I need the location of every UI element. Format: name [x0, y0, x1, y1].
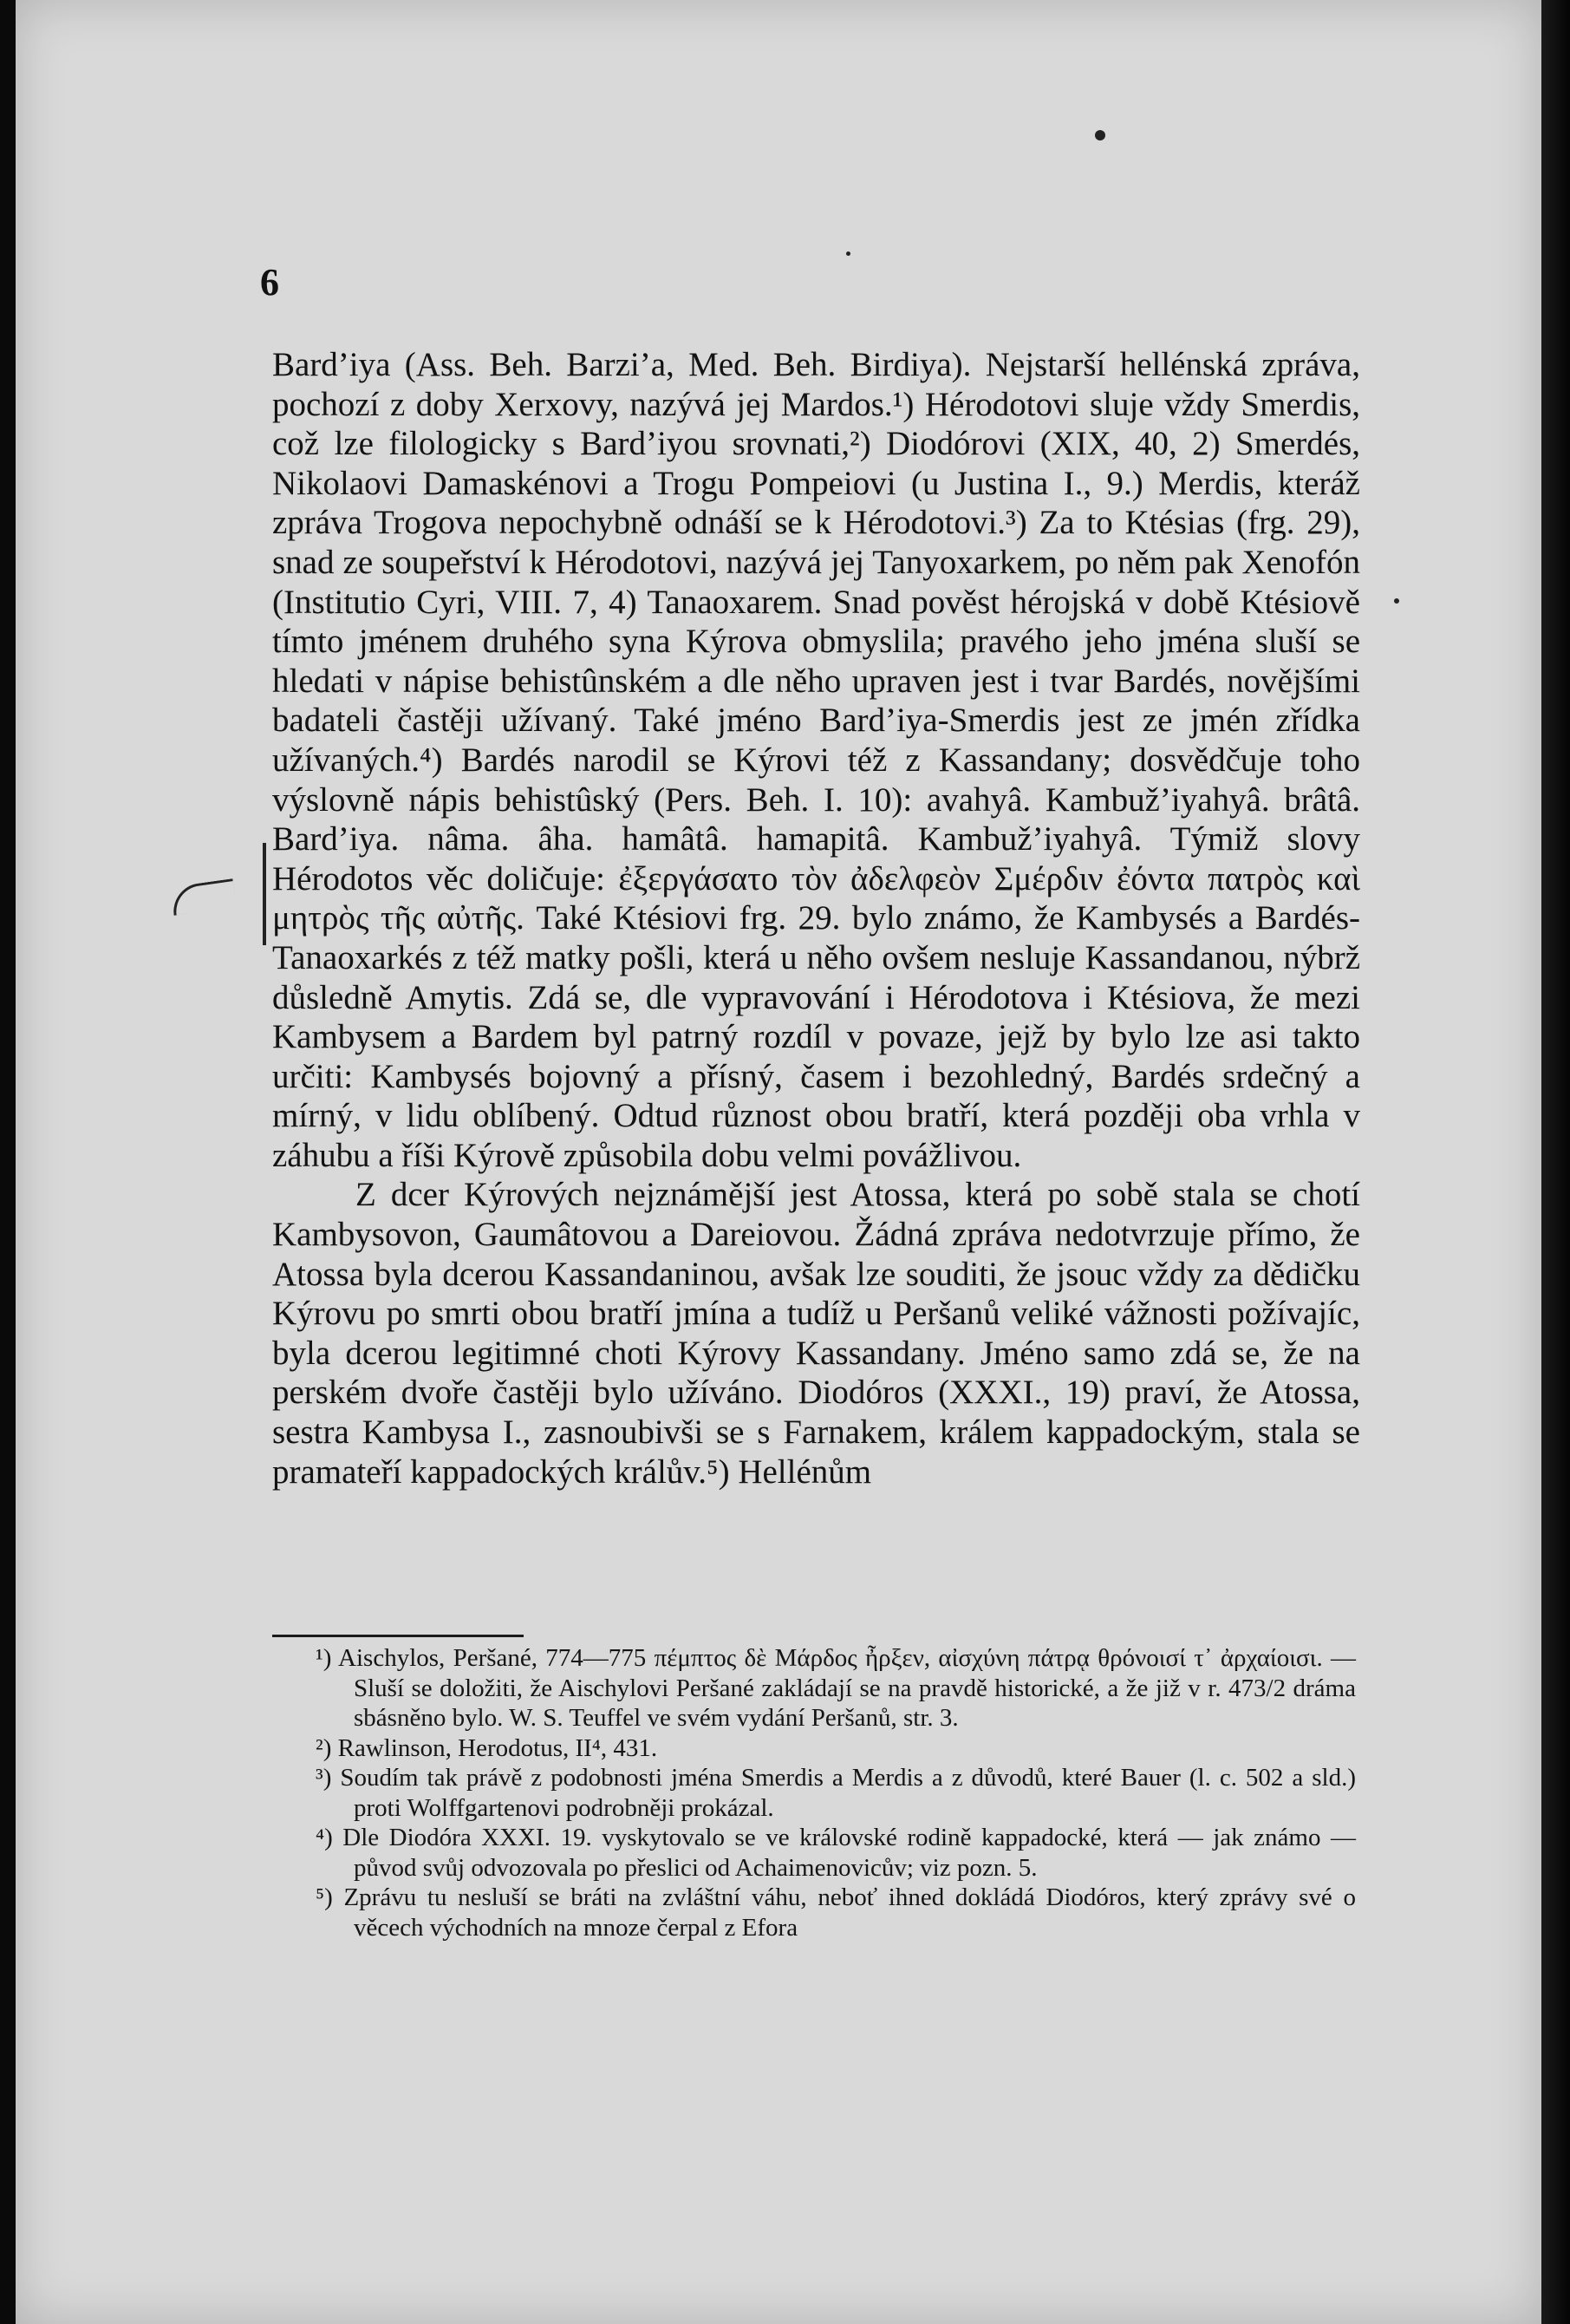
- footnotes: [316, 1643, 1356, 1942]
- margin-pencil-mark: [170, 878, 237, 916]
- ink-speck: [1095, 130, 1105, 140]
- footnote-2: ²) Rawlinson, Herodotus, II⁴, 431.: [316, 1733, 658, 1762]
- paragraph-2: Z dcer Kýrových nejznámější jest Atossa, která po sobě stala se chotí Kambysovon, Gaumâtovou a Dareiovou. Žádná zpráva nedotvrzuje přímo, že Atossa byla dcerou Kassandaninou, avšak lze souditi, že jsouc vždy za dědičku Kýrovu po smrti obou bratří jmína a tudíž u Peršanů veliké vážnosti požívajíc, byla dcerou legitimné choti Kýrovy Kassandany. Jméno samo zdá se, že na perském dvoře častěji bylo užíváno. Diodóros (XXXI., 19) praví, že Atossa, sestra Kambysa I., zasnoubivši se s Farnakem, králem kappadockým, stala se pramateří kappadockých králův.⁵) Hellénům: [272, 1176, 1360, 1491]
- book-page: [16, 0, 1541, 2324]
- main-text: [272, 345, 1360, 1492]
- footnote-5: ⁵) Zprávu tu nesluší se bráti na zvláštní váhu, neboť ihned dokládá Diodóros, který zprávy své o věcech východních na mnoze čerpal z Efora: [316, 1883, 1356, 1942]
- paragraph-1: Bard’iya (Ass. Beh. Barzi’a, Med. Beh. Birdiya). Nejstarší hellénská zpráva, pochozí z doby Xerxovy, nazývá jej Mardos.¹) Hérodotovi sluje vždy Smerdis, což lze filologicky s Bard’iyou srovnati,²) Diodórovi (XIX, 40, 2) Smerdés, Nikolaovi Damaskénovi a Trogu Pompeiovi (u Justina I., 9.) Merdis, kteráž zpráva Trogova nepochybně odnáší se k Hérodotovi.³) Za to Ktésias (frg. 29), snad ze soupeřství k Hérodotovi, nazývá jej Tanyoxarkem, po něm pak Xenofón (Institutio Cyri, VIII. 7, 4) Tanaoxarem. Snad pověst hérojská v době Ktésiově tímto jménem druhého syna Kýrova obmyslila; pravého jeho jména sluší se hledati v nápise behistûnském a dle něho upraven jest i tvar Bardés, novějšími badateli častěji užívaný. Také jméno Bard’iya-Smerdis jest ze jmén zřídka užívaných.⁴) Bardés narodil se Kýrovi též z Kassandany; dosvědčuje toho výslovně nápis behistûský (Pers. Beh. I. 10): avahyâ. Kambuž’iyahyâ. brâtâ. Bard’iya. nâma. âha. hamâtâ. hamapitâ. Kambuž’iyahyâ. Týmiž slovy Hérodotos věc doličuje: ἐξεργάσατο τὸν ἀδελφεὸν Σμέρδιν ἐόντα πατρὸς καὶ μητρὸς τῆς αὐτῆς. Také Ktésiovi frg. 29. bylo známo, že Kambysés a Bardés-Tanaoxarkés z též matky pošli, která u něho ovšem nesluje Kassandanou, nýbrž důsledně Amytis. Zdá se, dle vypravování i Hérodotova i Ktésiova, že mezi Kambysem a Bardem byl patrný rozdíl v povaze, jejž by bylo lze asi takto určiti: Kambysés bojovný a přísný, časem i bezohledný, Bardés srdečný a mírný, v lidu oblíbený. Odtud různost obou bratří, která později oba vrhla v záhubu a říši Kýrově způsobila dobu velmi povážlivou.: [272, 346, 1360, 1174]
- footnote-divider: [272, 1635, 524, 1637]
- footnote-1: ¹) Aischylos, Peršané, 774—775 πέμπτος δὲ Μάρδος ἦρξεν, αἰσχύνη πάτρᾳ θρόνοισί τ᾿ ἀρχαίοισι. — Sluší se doložiti, že Aischylovi Peršané zakládají se na pravdě historické, a že již v r. 473/2 dráma sbásněno bylo. W. S. Teuffel ve svém vydání Peršanů, str. 3.: [316, 1644, 1356, 1732]
- page-number: 6: [260, 261, 279, 304]
- ink-speck: [1394, 598, 1399, 604]
- footnote-4: ⁴) Dle Diodóra XXXI. 19. vyskytovalo se ve královské rodině kappadocké, která — jak známo — původ svůj odvozovala po přeslici od Achaimenovicův; viz pozn. 5.: [316, 1824, 1356, 1882]
- scan-dark-edge: [1541, 0, 1570, 2324]
- ink-speck: [846, 251, 850, 256]
- footnote-3: ³) Soudím tak právě z podobnosti jména Smerdis a Merdis a z důvodů, které Bauer (l. c. 502 a sld.) proti Wolffgartenovi podrobněji prokázal.: [316, 1764, 1356, 1822]
- margin-bracket-mark: [263, 843, 266, 945]
